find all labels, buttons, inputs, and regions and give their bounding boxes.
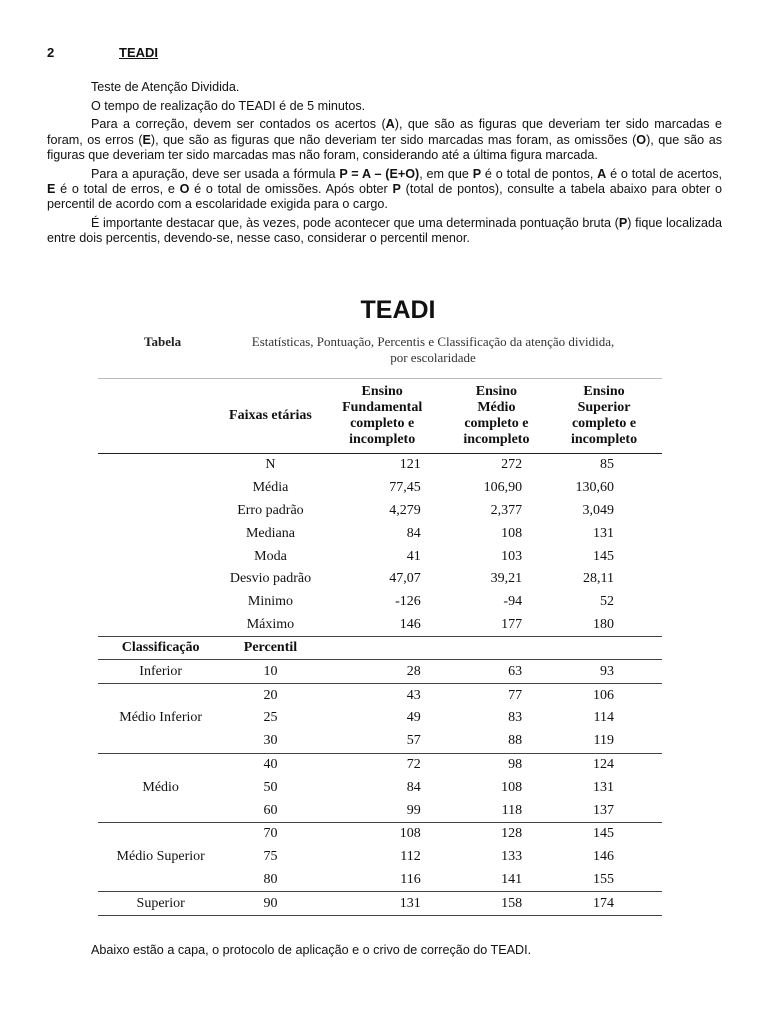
classification-label: Superior	[98, 892, 223, 916]
classification-header-row	[98, 637, 662, 660]
score-value: 93	[546, 660, 662, 684]
score-value: 145	[593, 826, 614, 842]
stat-value: 145	[593, 548, 614, 564]
score-value: 119	[546, 730, 662, 753]
text-segment: ), que são as figuras que deveriam ter sido marcadas mas não foram, considerando até a última figura marcada.	[47, 132, 723, 162]
score-value: 72	[406, 756, 421, 772]
stat-value: 3,049	[582, 502, 614, 518]
classification-label: Médio Superior	[98, 822, 223, 891]
stat-row	[98, 454, 662, 477]
score-value: 131	[318, 892, 447, 916]
percentile-value: 70	[263, 826, 278, 842]
column-header-line: incompleto	[463, 432, 530, 447]
stat-row	[98, 568, 662, 591]
stat-row	[98, 614, 662, 637]
score-value: 63	[447, 660, 546, 684]
stat-label: N	[265, 457, 276, 473]
stat-value: 77,45	[389, 480, 421, 496]
score-value: 57	[318, 730, 447, 753]
stat-label: Média	[252, 480, 289, 496]
score-value: 77	[508, 687, 523, 703]
percentile-row	[98, 822, 662, 845]
bold-term: P	[618, 215, 628, 230]
text-segment: O tempo de realização do TEADI é de 5 minutos.	[91, 98, 366, 113]
bold-term: A	[597, 166, 607, 181]
empty-cell	[546, 637, 662, 660]
text-segment: é o total de pontos,	[481, 166, 598, 181]
percentile-row	[98, 753, 662, 776]
table-title: TEADI	[360, 296, 436, 324]
stat-value: 2,377	[490, 502, 523, 518]
stat-row	[98, 522, 662, 545]
column-header	[318, 379, 447, 454]
percentile-value: 50	[263, 779, 278, 795]
text-segment: (total de pontos), consulte a tabela abaixo para obter o percentil de acordo com a escolaridade exigida para o cargo.	[47, 181, 723, 211]
percentile-row	[98, 892, 662, 916]
age-range-header: Faixas etárias	[223, 379, 317, 454]
text-segment: , em que	[419, 166, 473, 181]
page-number: 2	[47, 45, 55, 60]
text-segment: é o total de acertos,	[606, 166, 723, 181]
stat-value: 47,07	[389, 571, 421, 587]
column-header	[546, 379, 662, 454]
empty-cell	[98, 522, 223, 545]
stat-label: Mediana	[245, 525, 295, 541]
score-value: 99	[318, 799, 447, 822]
empty-cell	[98, 477, 223, 500]
stat-value: 103	[501, 548, 523, 564]
empty-cell	[98, 591, 223, 614]
empty-cell	[447, 637, 546, 660]
stat-value: 272	[501, 457, 523, 473]
paragraph	[47, 80, 722, 95]
text-segment: Para a correção, devem ser contados os acertos (	[91, 117, 386, 132]
empty-cell	[98, 614, 223, 637]
stat-row	[98, 477, 662, 500]
column-header-line: Ensino	[475, 384, 518, 399]
score-value: 88	[447, 730, 546, 753]
score-value: 112	[400, 849, 421, 865]
stat-value: 180	[546, 614, 662, 637]
empty-cell	[98, 545, 223, 568]
stat-label: Moda	[254, 548, 287, 564]
paragraph	[47, 99, 722, 114]
stat-value: -126	[395, 594, 421, 610]
stat-value: -94	[503, 594, 523, 610]
percentile-value: 60	[223, 799, 317, 822]
stat-value: 130,60	[575, 480, 614, 496]
score-value: 43	[406, 687, 421, 703]
score-value: 108	[399, 826, 421, 842]
text-segment: Teste de Atenção Dividida.	[91, 80, 240, 94]
bold-term: A	[385, 117, 395, 132]
stat-label: Erro padrão	[237, 502, 304, 518]
stat-value: 146	[318, 614, 447, 637]
score-value: 49	[406, 710, 421, 726]
column-header-line: Médio	[477, 400, 516, 415]
stat-value: 106,90	[483, 480, 523, 496]
score-value: 146	[593, 849, 614, 865]
text-segment: ), que são as figuras que deveriam ter sido marcadas e foram, os erros (	[47, 117, 722, 147]
score-value: 133	[501, 849, 523, 865]
score-value: 137	[546, 799, 662, 822]
stat-label: Desvio padrão	[229, 571, 312, 587]
stat-value: 84	[406, 525, 421, 541]
classification-label: Médio	[98, 753, 223, 822]
score-value: 98	[508, 756, 523, 772]
score-value: 28	[318, 660, 447, 684]
stat-row	[98, 545, 662, 568]
percentile-value: 20	[263, 687, 278, 703]
stat-row	[98, 500, 662, 523]
statistics-table	[98, 378, 662, 916]
stat-value: 85	[600, 457, 614, 473]
column-header-line: completo e	[571, 416, 637, 431]
percentile-row	[98, 660, 662, 684]
caption-line: por escolaridade	[390, 350, 476, 365]
score-value: 174	[546, 892, 662, 916]
stat-label: Máximo	[223, 614, 317, 637]
score-value: 116	[318, 869, 447, 892]
classification-header: Classificação	[98, 637, 223, 660]
bold-term: E	[142, 132, 151, 147]
classification-label: Inferior	[98, 660, 223, 684]
text-segment: É importante destacar que, às vezes, pode acontecer que uma determinada pontuação bruta (	[91, 215, 619, 230]
percentile-value: 40	[263, 756, 278, 772]
score-value: 108	[501, 779, 523, 795]
empty-cell	[98, 454, 223, 477]
percentile-value: 25	[263, 710, 278, 726]
classification-label: Médio Inferior	[98, 684, 223, 753]
caption-label: Tabela	[144, 334, 182, 349]
column-header-line: Fundamental	[342, 400, 423, 415]
empty-cell	[318, 637, 447, 660]
bold-term: O	[179, 181, 190, 196]
percentile-value: 75	[263, 849, 278, 865]
paragraph	[47, 216, 722, 246]
bold-term: P	[392, 181, 401, 196]
column-header-line: completo e	[350, 416, 415, 431]
caption-line: Estatísticas, Pontuação, Percentis e Classificação da atenção dividida,	[251, 334, 615, 349]
stat-value: 131	[593, 525, 614, 541]
column-header	[447, 379, 546, 454]
text-segment: Para a apuração, deve ser usada a fórmula	[91, 166, 340, 181]
stat-value: 121	[399, 457, 421, 473]
score-value: 83	[508, 710, 523, 726]
bold-term: P	[472, 166, 482, 181]
stat-value: 4,279	[389, 502, 421, 518]
score-value: 128	[501, 826, 523, 842]
paragraph	[47, 117, 722, 163]
percentile-header: Percentil	[223, 637, 317, 660]
text-segment: ), que são as figuras que não deveriam ter sido marcadas mas foram, as omissões (	[150, 132, 637, 147]
bold-term: P = A – (E+O)	[339, 166, 420, 181]
column-header-line: incompleto	[349, 432, 416, 447]
percentile-value: 30	[223, 730, 317, 753]
stat-value: 41	[406, 548, 421, 564]
text-segment: é o total de omissões. Após obter	[189, 181, 393, 196]
column-header-line: incompleto	[570, 432, 638, 447]
score-value: 106	[593, 687, 614, 703]
text-segment: é o total de erros, e	[55, 181, 180, 196]
score-value: 84	[406, 779, 421, 795]
text-segment: ) fique localizada entre dois percentis, devendo-se, nesse caso, considerar o percentil menor.	[47, 215, 723, 245]
body-text	[47, 80, 722, 250]
score-value: 141	[447, 869, 546, 892]
percentile-value: 80	[223, 869, 317, 892]
running-title: TEADI	[119, 45, 158, 60]
empty-cell	[98, 500, 223, 523]
stat-value: 108	[501, 525, 523, 541]
percentile-row	[98, 684, 662, 707]
empty-header-cell	[98, 379, 223, 454]
column-header-line: Ensino	[583, 384, 625, 399]
column-header-line: Ensino	[361, 384, 403, 399]
score-value: 124	[593, 756, 614, 772]
stat-row	[98, 591, 662, 614]
column-header-line: completo e	[464, 416, 529, 431]
empty-cell	[98, 568, 223, 591]
footer-note: Abaixo estão a capa, o protocolo de aplicação e o crivo de correção do TEADI.	[91, 943, 532, 957]
score-value: 158	[447, 892, 546, 916]
score-value: 118	[447, 799, 546, 822]
bold-term: O	[636, 132, 647, 147]
paragraph	[47, 167, 722, 213]
score-value: 155	[546, 869, 662, 892]
stat-value: 39,21	[490, 571, 523, 587]
bold-term: E	[47, 181, 56, 196]
percentile-value: 90	[223, 892, 317, 916]
stat-value: 177	[447, 614, 546, 637]
stat-label: Minimo	[247, 594, 294, 610]
stat-value: 28,11	[583, 571, 614, 587]
column-header-line: Superior	[577, 400, 631, 415]
percentile-value: 10	[223, 660, 317, 684]
score-value: 131	[593, 779, 614, 795]
score-value: 114	[593, 710, 614, 726]
stat-value: 52	[600, 594, 614, 610]
